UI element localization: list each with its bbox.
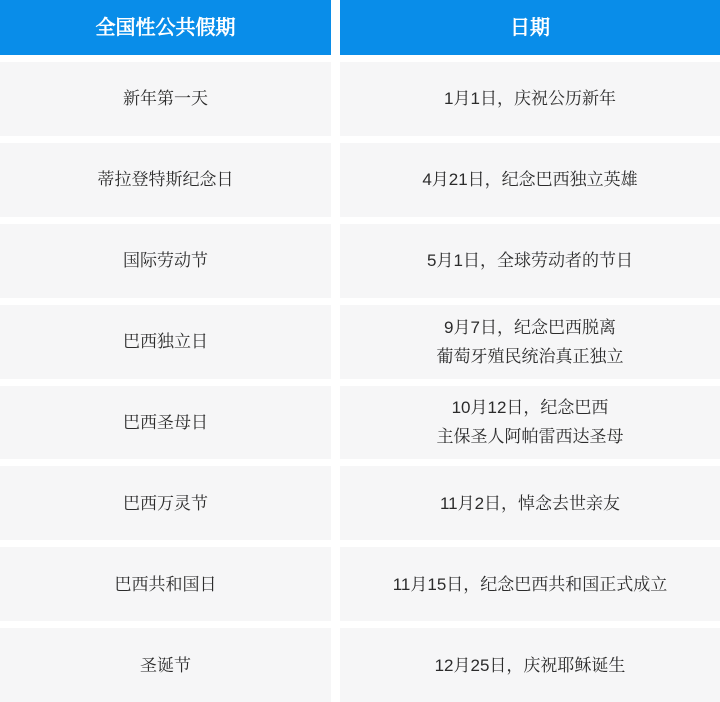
holiday-cell: [0, 62, 331, 136]
date-cell: [340, 386, 720, 460]
holiday-cell: [0, 224, 331, 298]
holiday-name: 巴西独立日: [123, 332, 208, 352]
header-holiday-label: 全国性公共假期: [95, 16, 236, 39]
date-cell: [340, 224, 720, 298]
date-text: 11月2日，悼念去世亲友: [439, 493, 621, 513]
holiday-name: 巴西万灵节: [123, 493, 208, 513]
holiday-cell: [0, 305, 331, 379]
date-cell: [340, 62, 720, 136]
date-text: 1月1日，庆祝公历新年: [444, 89, 616, 109]
date-text-line1: 9月7日，纪念巴西脱离: [444, 317, 616, 337]
date-text-line1: 10月12日，纪念巴西: [451, 398, 609, 418]
holiday-name: 新年第一天: [123, 89, 208, 109]
date-text: 4月21日，纪念巴西独立英雄: [422, 170, 638, 190]
date-text-line2: 主保圣人阿帕雷西达圣母: [436, 427, 624, 447]
header-cell-holiday: [0, 0, 331, 55]
date-cell: [340, 547, 720, 621]
holiday-name: 国际劳动节: [123, 251, 208, 271]
date-text: 12月25日，庆祝耶稣诞生: [434, 655, 626, 675]
date-text-line2: 葡萄牙殖民统治真正独立: [436, 346, 624, 366]
header-date-label: 日期: [510, 16, 550, 39]
date-text: 11月15日，纪念巴西共和国正式成立: [392, 574, 668, 594]
date-text: 5月1日，全球劳动者的节日: [427, 251, 633, 271]
date-cell: [340, 305, 720, 379]
holiday-cell: [0, 628, 331, 702]
holiday-name: 蒂拉登特斯纪念日: [97, 170, 234, 190]
holiday-name: 圣诞节: [140, 655, 191, 675]
holiday-cell: [0, 386, 331, 460]
holiday-name: 巴西圣母日: [123, 412, 208, 432]
date-cell: [340, 466, 720, 540]
holiday-cell: [0, 547, 331, 621]
header-cell-date: [340, 0, 720, 55]
holiday-name: 巴西共和国日: [114, 574, 217, 594]
date-cell: [340, 143, 720, 217]
holiday-cell: [0, 466, 331, 540]
date-cell: [340, 628, 720, 702]
holiday-cell: [0, 143, 331, 217]
